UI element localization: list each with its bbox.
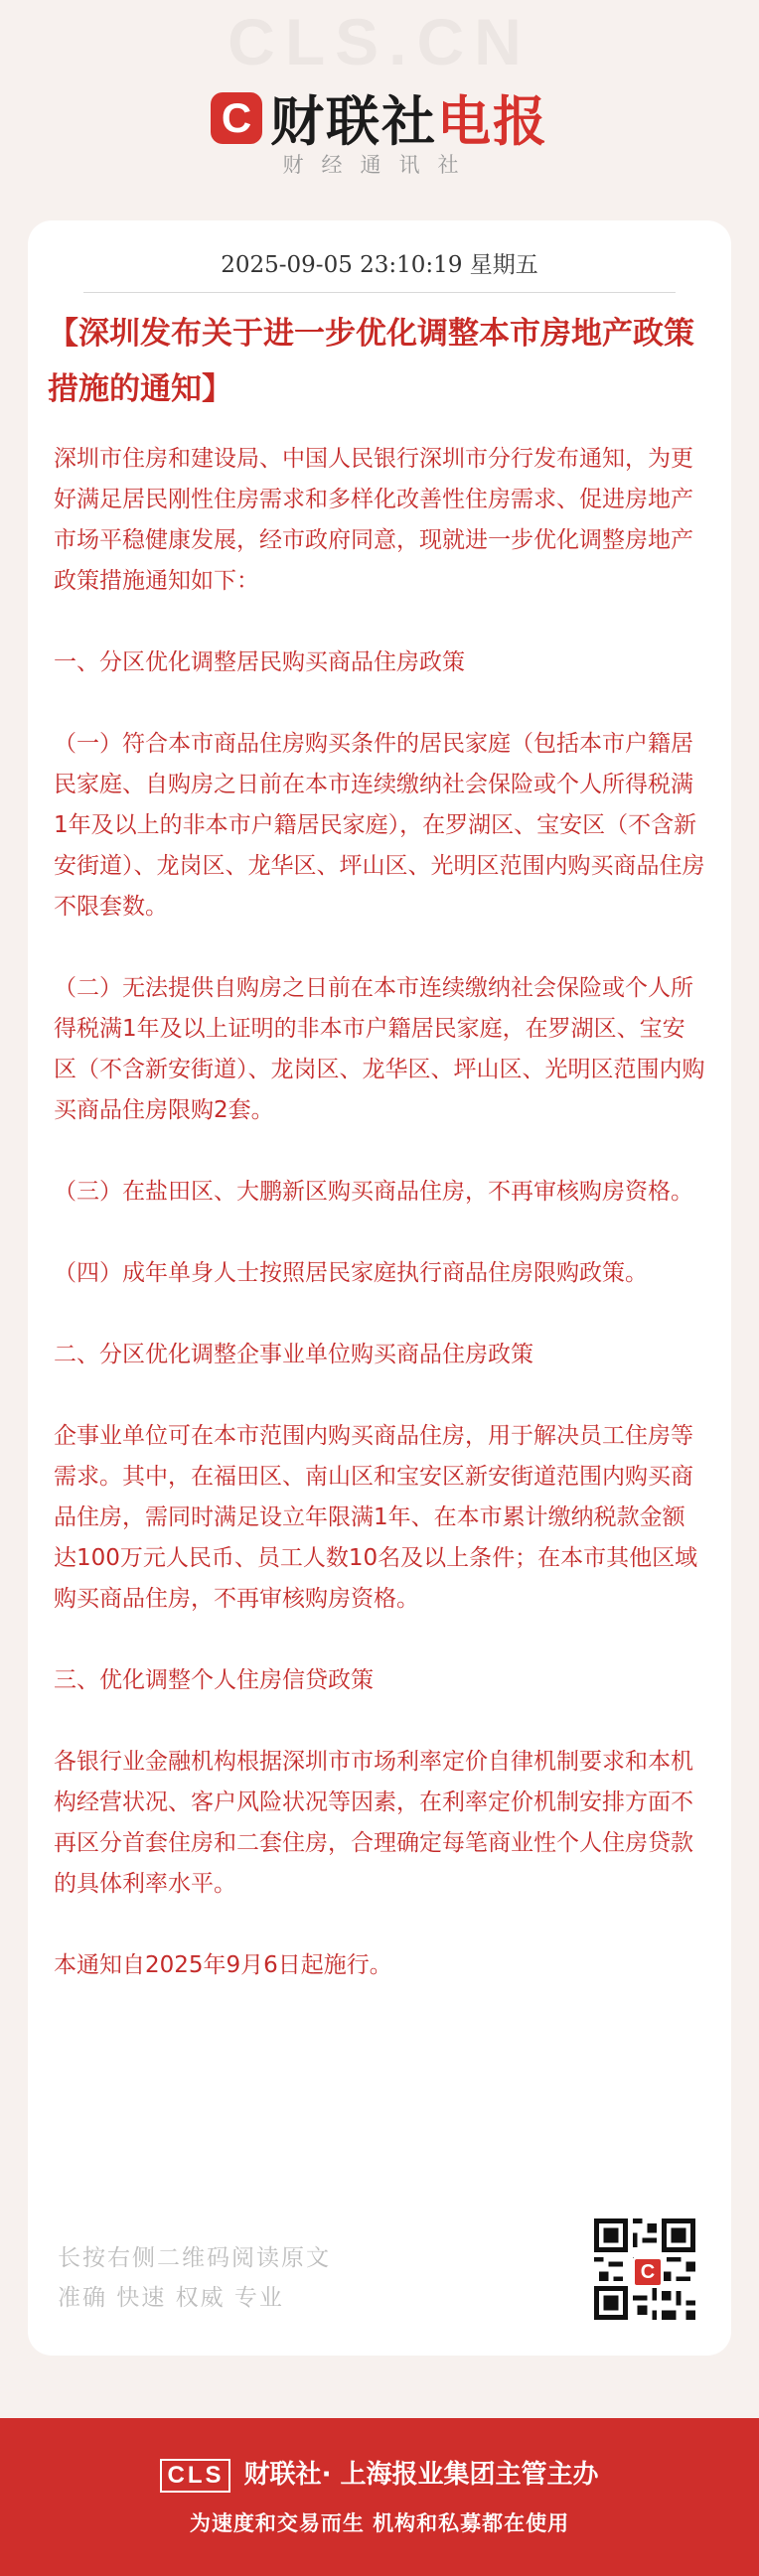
footer-brand: 财联社: [243, 2460, 322, 2490]
paragraph: （一）符合本市商品住房购买条件的居民家庭（包括本市户籍居民家庭、自购房之日前在本市连续缴纳社会保险或个人所得税满1年及以上的非本市户籍居民家庭），在罗湖区、宝安区（不含新安街道）、龙岗区、龙华区、坪山区、光明区范围内购买商品住房不限套数。: [54, 731, 705, 920]
paragraph: 本通知自2025年9月6日起施行。: [54, 1952, 392, 1978]
logo-c-icon: C: [211, 92, 262, 144]
article-card: [28, 220, 731, 2356]
article-datetime: 2025-09-05 23:10:19 星期五: [221, 252, 538, 278]
paragraph: 二、分区优化调整企事业单位购买商品住房政策: [54, 1342, 533, 1367]
footer-slogan: 为速度和交易而生 机构和私募都在使用: [189, 2511, 570, 2535]
brand-logo: [0, 79, 759, 156]
paragraph: 深圳市住房和建设局、中国人民银行深圳市分行发布通知，为更好满足居民刚性住房需求和多样化改善性住房需求、促进房地产市场平稳健康发展，经市政府同意，现就进一步优化调整房地产政策措施通知如下：: [54, 446, 693, 594]
footer-banner: [0, 2418, 759, 2576]
paragraph: 一、分区优化调整居民购买商品住房政策: [54, 649, 465, 675]
qr-hint-line2: 准确 快速 权威 专业: [58, 2285, 284, 2311]
article-title: 【深圳发布关于进一步优化调整本市房地产政策措施的通知】: [48, 316, 694, 407]
paragraph: 企事业单位可在本市范围内购买商品住房，用于解决员工住房等需求。其中，在福田区、南山区和宝安区新安街道范围内购买商品住房，需同时满足设立年限满1年、在本市累计缴纳税款金额达100万元人民币、员工人数10名及以上条件；在本市其他区域购买商品住房，不再审核购房资格。: [54, 1423, 698, 1612]
qr-logo-icon: C: [632, 2256, 664, 2288]
paragraph: （三）在盐田区、大鹏新区购买商品住房，不再审核购房资格。: [54, 1179, 693, 1205]
paragraph: （四）成年单身人士按照居民家庭执行商品住房限购政策。: [54, 1260, 648, 1286]
cls-logo-icon: CLS: [160, 2459, 230, 2493]
article-body: [54, 439, 705, 2027]
qr-hint-line1: 长按右侧二维码阅读原文: [58, 2245, 331, 2271]
watermark: CLS.CN: [228, 5, 531, 78]
brand-subtitle: 财经通讯社: [282, 153, 477, 177]
divider: [83, 292, 676, 293]
brand-name-part2: 电报: [437, 90, 548, 153]
paragraph: 三、优化调整个人住房信贷政策: [54, 1667, 374, 1693]
footer-group: · 上海报业集团主管主办: [321, 2460, 599, 2490]
footer-brand-line: [0, 2454, 759, 2493]
paragraph: 各银行业金融机构根据深圳市市场利率定价自律机制要求和本机构经营状况、客户风险状况等因素，在利率定价机制安排方面不再区分首套住房和二套住房，合理确定每笔商业性个人住房贷款的具体利率水平。: [54, 1749, 693, 1897]
paragraph: （二）无法提供自购房之日前在本市连续缴纳社会保险或个人所得税满1年及以上证明的非本市户籍居民家庭，在罗湖区、宝安区（不含新安街道）、龙岗区、龙华区、坪山区、光明区范围内购买商品住房限购2套。: [54, 975, 705, 1123]
brand-name: [270, 79, 548, 156]
qr-hint: [58, 2238, 331, 2318]
brand-name-part1: 财联社: [270, 90, 437, 153]
